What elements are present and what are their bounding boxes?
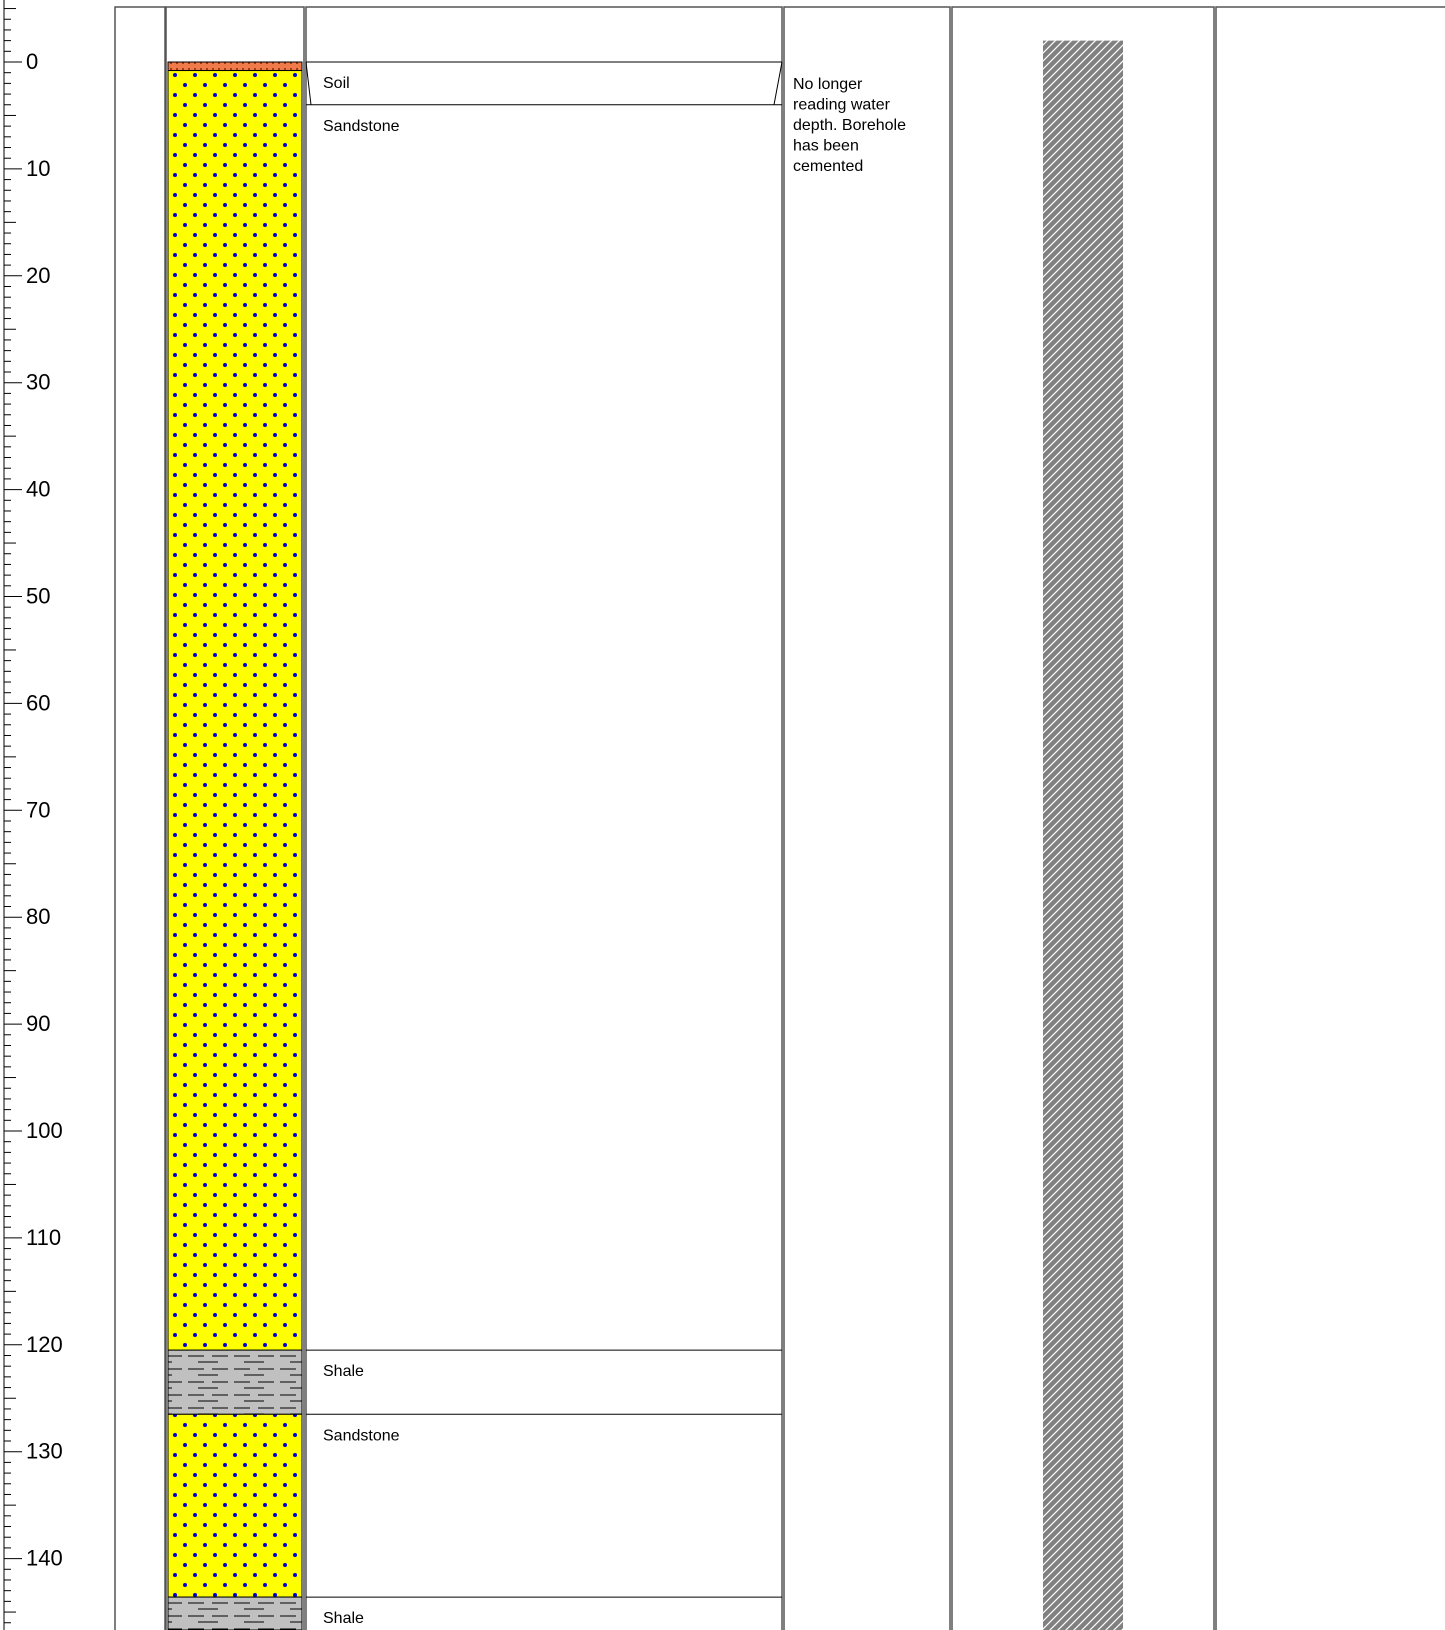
lithology-layer-shale <box>168 1350 302 1414</box>
depth-label: 130 <box>26 1438 63 1464</box>
lithology-label: Sandstone <box>323 117 400 135</box>
lithology-label: Sandstone <box>323 1427 400 1445</box>
depth-ruler-labels <box>26 49 63 1571</box>
depth-label: 110 <box>26 1224 62 1250</box>
extra-column-frame <box>1216 7 1445 1630</box>
depth-ruler-ticks <box>4 9 22 1623</box>
lithology-layer-sandstone <box>168 71 302 1351</box>
depth-label: 20 <box>26 262 51 288</box>
depth-label: 30 <box>26 369 51 395</box>
water-note-text: No longer reading water depth. Borehole has been cemented <box>793 76 906 175</box>
lithology-layer-shale <box>168 1597 302 1630</box>
depth-label: 50 <box>26 583 51 609</box>
depth-label: 140 <box>26 1545 63 1571</box>
depth-label: 0 <box>26 49 39 74</box>
description-column-frame <box>306 7 782 1630</box>
soil-connector-right <box>774 62 782 105</box>
depth-label: 90 <box>26 1011 51 1037</box>
lithology-label: Shale <box>323 1610 364 1628</box>
column-frames <box>115 7 1445 1630</box>
depth-label: 40 <box>26 476 51 502</box>
cement-backfill-column <box>1043 41 1123 1630</box>
lithology-label: Shale <box>323 1363 364 1381</box>
depth-label: 100 <box>26 1118 63 1143</box>
lithology-column <box>168 62 302 1630</box>
depth-label: 120 <box>26 1331 63 1357</box>
depth-label: 80 <box>26 904 51 930</box>
depth-column-frame <box>115 7 165 1630</box>
depth-label: 10 <box>26 155 51 181</box>
depth-label: 70 <box>26 797 51 823</box>
water-notes-column-frame <box>784 7 950 1630</box>
lithology-label: Soil <box>323 75 350 92</box>
lithology-layer-soil <box>168 62 302 71</box>
depth-label: 60 <box>26 690 51 716</box>
lithology-layer-sandstone <box>168 1414 302 1597</box>
lithology-descriptions <box>306 62 782 1627</box>
